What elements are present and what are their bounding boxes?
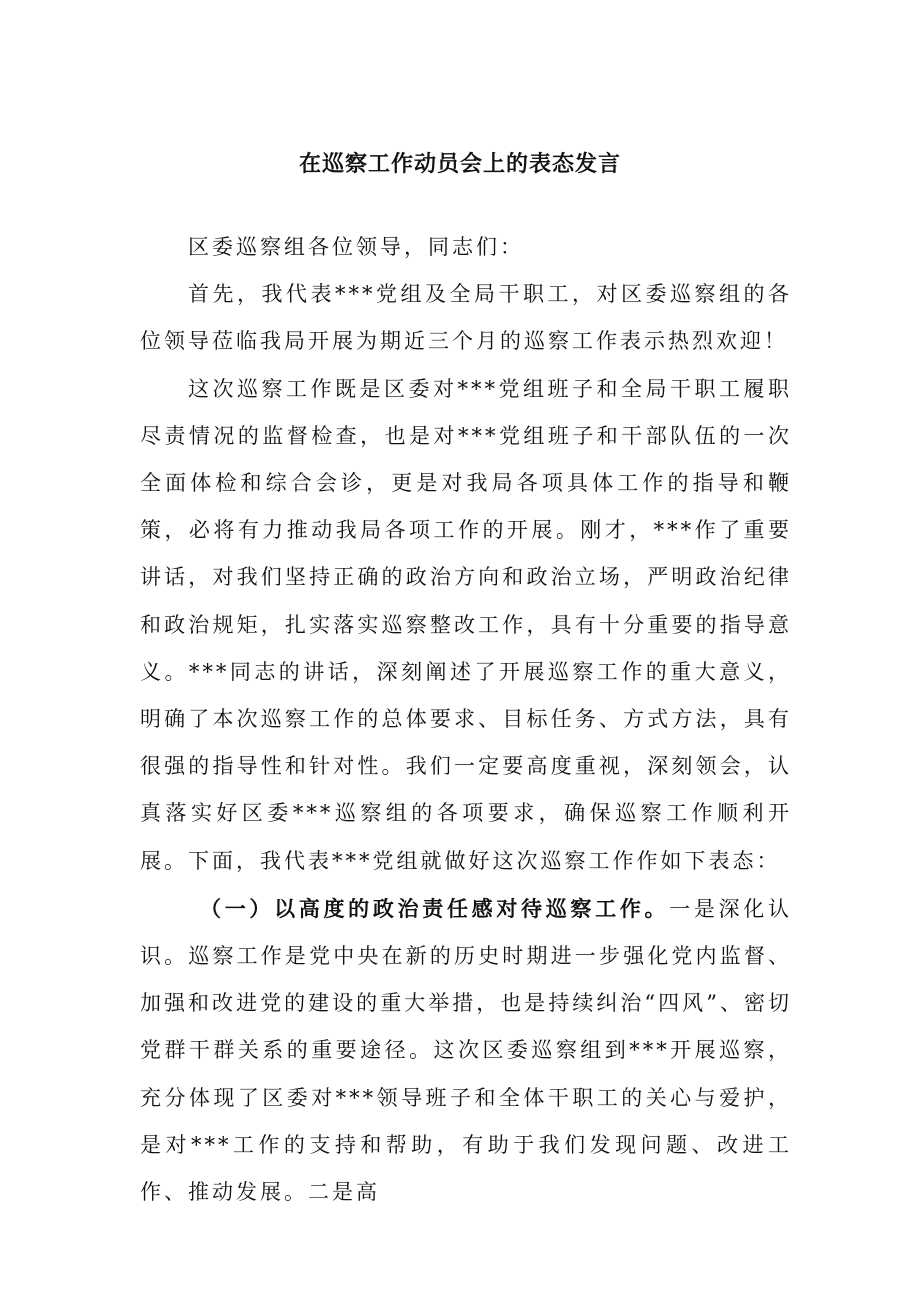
salutation: 区委巡察组各位领导，同志们： <box>188 235 524 259</box>
section-1-paragraph <box>140 885 792 1216</box>
document-body <box>140 224 792 1216</box>
document-title: 在巡察工作动员会上的表态发言 <box>298 151 621 177</box>
paragraph-significance: 这次巡察工作既是区委对***党组班子和全局干职工履职尽责情况的监督检查，也是对***党组班子和干部队伍的一次全面体检和综合会诊，更是对我局各项具体工作的指导和鞭策，必将有力推动我局各项工作的开展。刚才，***作了重要讲话，对我们坚持正确的政治方向和政治立场，严明政治纪律和政治规矩，扎实落实巡察整改工作，具有十分重要的指导意义。***同志的讲话，深刻阐述了开展巡察工作的重大意义，明确了本次巡察工作的总体要求、目标任务、方式方法，具有很强的指导性和针对性。我们一定要高度重视，深刻领会，认真落实好区委***巡察组的各项要求，确保巡察工作顺利开展。下面，我代表***党组就做好这次巡察工作作如下表态： <box>140 376 792 873</box>
section-1-text: 一是深化认识。巡察工作是党中央在新的历史时期进一步强化党内监督、加强和改进党的建设的重大举措，也是持续纠治“四风”、密切党群干群关系的重要途径。这次区委巡察组到***开展巡察，充分体现了区委对***领导班子和全体干职工的关心与爱护，是对***工作的支持和帮助，有助于我们发现问题、改进工作、推动发展。二是高 <box>140 896 793 1205</box>
section-1-heading: （一）以高度的政治责任感对待巡察工作。 <box>200 895 670 921</box>
paragraph-welcome: 首先，我代表***党组及全局干职工，对区委巡察组的各位领导莅临我局开展为期近三个月的巡察工作表示热烈欢迎！ <box>140 282 792 354</box>
